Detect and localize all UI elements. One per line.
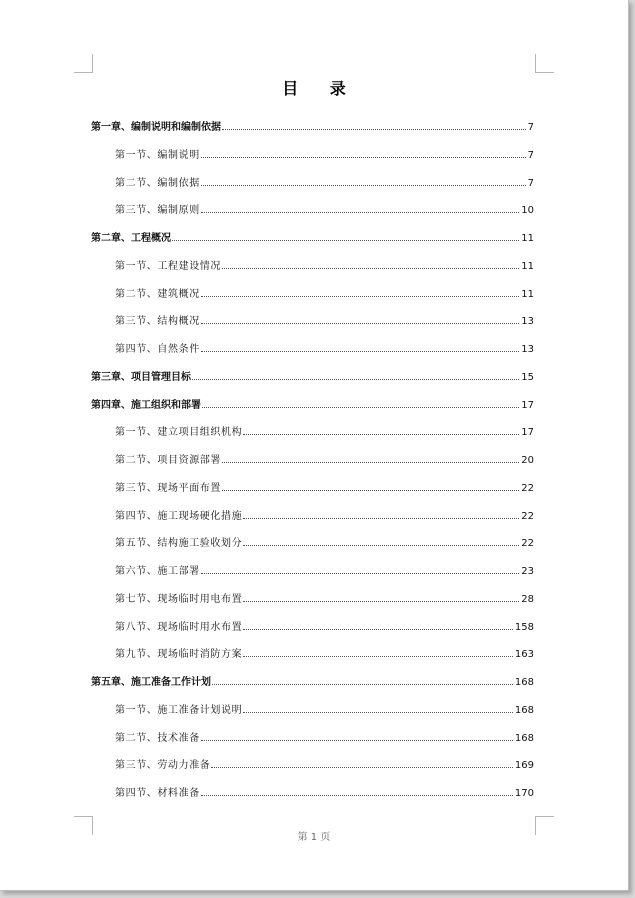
toc-section-entry[interactable] — [115, 145, 534, 161]
toc-leader-dots — [243, 712, 513, 713]
toc-entry-label: 第八节、现场临时用水布置 — [115, 621, 243, 633]
toc-section-entry[interactable] — [115, 755, 534, 771]
corner-mark-top-right — [535, 54, 554, 73]
toc-entry-page: 23 — [521, 566, 534, 577]
toc-entry-page: 28 — [521, 593, 534, 605]
toc-leader-dots — [201, 351, 519, 352]
toc-entry-page: 22 — [521, 482, 534, 494]
toc-entry-page: 168 — [514, 677, 534, 688]
toc-leader-dots — [201, 185, 526, 186]
toc-entry-label: 第四节、材料准备 — [115, 788, 200, 799]
toc-leader-dots — [243, 629, 513, 630]
toc-entry-label: 第三节、劳动力准备 — [115, 760, 211, 772]
toc-leader-dots — [201, 157, 526, 158]
toc-leader-dots — [201, 296, 519, 297]
toc-leader-dots — [222, 462, 519, 463]
toc-leader-dots — [243, 601, 519, 602]
toc-entry-page: 11 — [521, 260, 534, 272]
toc-section-entry[interactable] — [115, 561, 534, 577]
toc-section-entry[interactable] — [115, 533, 534, 549]
toc-chapter-entry[interactable] — [91, 395, 534, 411]
toc-leader-dots — [201, 740, 513, 741]
toc-section-entry[interactable] — [115, 478, 534, 494]
toc-section-entry[interactable] — [115, 450, 534, 466]
toc-chapter-entry[interactable] — [91, 117, 534, 133]
toc-entry-label: 第四节、自然条件 — [115, 344, 200, 355]
toc-entry-label: 第三节、结构概况 — [115, 316, 200, 328]
toc-leader-dots — [222, 490, 519, 491]
toc-entry-label: 第一章、编制说明和编制依据 — [91, 122, 221, 133]
toc-entry-page: 168 — [514, 704, 534, 716]
toc-entry-label: 第一节、建立项目组织机构 — [115, 427, 243, 439]
toc-section-entry[interactable] — [115, 783, 534, 799]
toc-section-entry[interactable] — [115, 311, 534, 327]
page-number-footer: 第 1 页 — [297, 832, 331, 843]
toc-entry-label: 第二节、技术准备 — [115, 732, 200, 744]
toc-section-entry[interactable] — [115, 700, 534, 716]
toc-section-entry[interactable] — [115, 200, 534, 216]
toc-leader-dots — [201, 795, 513, 796]
toc-chapter-entry[interactable] — [91, 228, 534, 244]
toc-leader-dots — [243, 545, 519, 546]
toc-entry-page: 22 — [521, 538, 534, 550]
toc-entry-label: 第一节、施工准备计划说明 — [115, 704, 243, 716]
toc-leader-dots — [212, 684, 513, 685]
toc-entry-page: 22 — [521, 510, 534, 522]
toc-entry-label: 第五节、结构施工验收划分 — [115, 538, 243, 550]
toc-entry-page: 20 — [521, 455, 534, 466]
toc-entry-label: 第二节、编制依据 — [115, 177, 200, 189]
toc-leader-dots — [201, 212, 519, 213]
toc-entry-page: 168 — [514, 732, 534, 744]
toc-section-entry[interactable] — [115, 506, 534, 522]
toc-entry-page: 158 — [514, 621, 534, 633]
toc-entry-label: 第二节、项目资源部署 — [115, 455, 221, 466]
toc-entry-label: 第四章、施工组织和部署 — [91, 399, 201, 411]
toc-leader-dots — [202, 407, 519, 408]
toc-entry-page: 7 — [527, 177, 534, 189]
toc-entry-label: 第二章、工程概况 — [91, 233, 171, 244]
toc-section-entry[interactable] — [115, 173, 534, 189]
toc-entry-page: 13 — [521, 316, 534, 328]
corner-mark-top-left — [74, 54, 93, 73]
toc-chapter-entry[interactable] — [91, 672, 534, 688]
toc-entry-page: 7 — [527, 149, 534, 161]
toc-entry-page: 10 — [521, 205, 534, 217]
toc-entry-label: 第六节、施工部署 — [115, 566, 200, 577]
toc-section-entry[interactable] — [115, 284, 534, 300]
toc-title: 目 录 — [282, 79, 359, 98]
toc-entry-page: 170 — [514, 788, 534, 799]
toc-section-entry[interactable] — [115, 339, 534, 355]
toc-leader-dots — [243, 518, 519, 519]
toc-entry-page: 7 — [527, 122, 534, 133]
toc-entry-label: 第四节、施工现场硬化措施 — [115, 510, 243, 522]
toc-entry-label: 第二节、建筑概况 — [115, 288, 200, 300]
toc-leader-dots — [222, 129, 526, 130]
toc-entry-label: 第九节、现场临时消防方案 — [115, 649, 243, 661]
toc-leader-dots — [201, 323, 519, 324]
toc-leader-dots — [211, 767, 513, 768]
toc-entry-page: 11 — [521, 233, 534, 244]
toc-entry-label: 第七节、现场临时用电布置 — [115, 593, 243, 605]
toc-section-entry[interactable] — [115, 256, 534, 272]
toc-entry-label: 第三章、项目管理目标 — [91, 371, 191, 383]
toc-entry-page: 17 — [521, 427, 534, 439]
toc-leader-dots — [243, 656, 513, 657]
toc-entry-label: 第一节、编制说明 — [115, 149, 200, 161]
toc-entry-page: 15 — [521, 371, 534, 383]
toc-entry-label: 第一节、工程建设情况 — [115, 260, 221, 272]
toc-section-entry[interactable] — [115, 589, 534, 605]
toc-entry-page: 11 — [521, 288, 534, 300]
toc-section-entry[interactable] — [115, 644, 534, 660]
toc-chapter-entry[interactable] — [91, 367, 534, 383]
toc-section-entry[interactable] — [115, 617, 534, 633]
toc-leader-dots — [243, 434, 519, 435]
toc-leader-dots — [201, 573, 519, 574]
toc-entry-page: 169 — [514, 760, 534, 772]
toc-leader-dots — [172, 240, 519, 241]
toc-entry-page: 13 — [521, 344, 534, 355]
toc-entry-label: 第三节、现场平面布置 — [115, 482, 221, 494]
toc-entry-page: 163 — [514, 649, 534, 661]
toc-entry-label: 第五章、施工准备工作计划 — [91, 677, 211, 688]
toc-leader-dots — [222, 268, 519, 269]
toc-entry-label: 第三节、编制原则 — [115, 205, 200, 217]
toc-entry-page: 17 — [521, 399, 534, 411]
toc-section-entry[interactable] — [115, 728, 534, 744]
toc-section-entry[interactable] — [115, 422, 534, 438]
toc-leader-dots — [192, 379, 519, 380]
